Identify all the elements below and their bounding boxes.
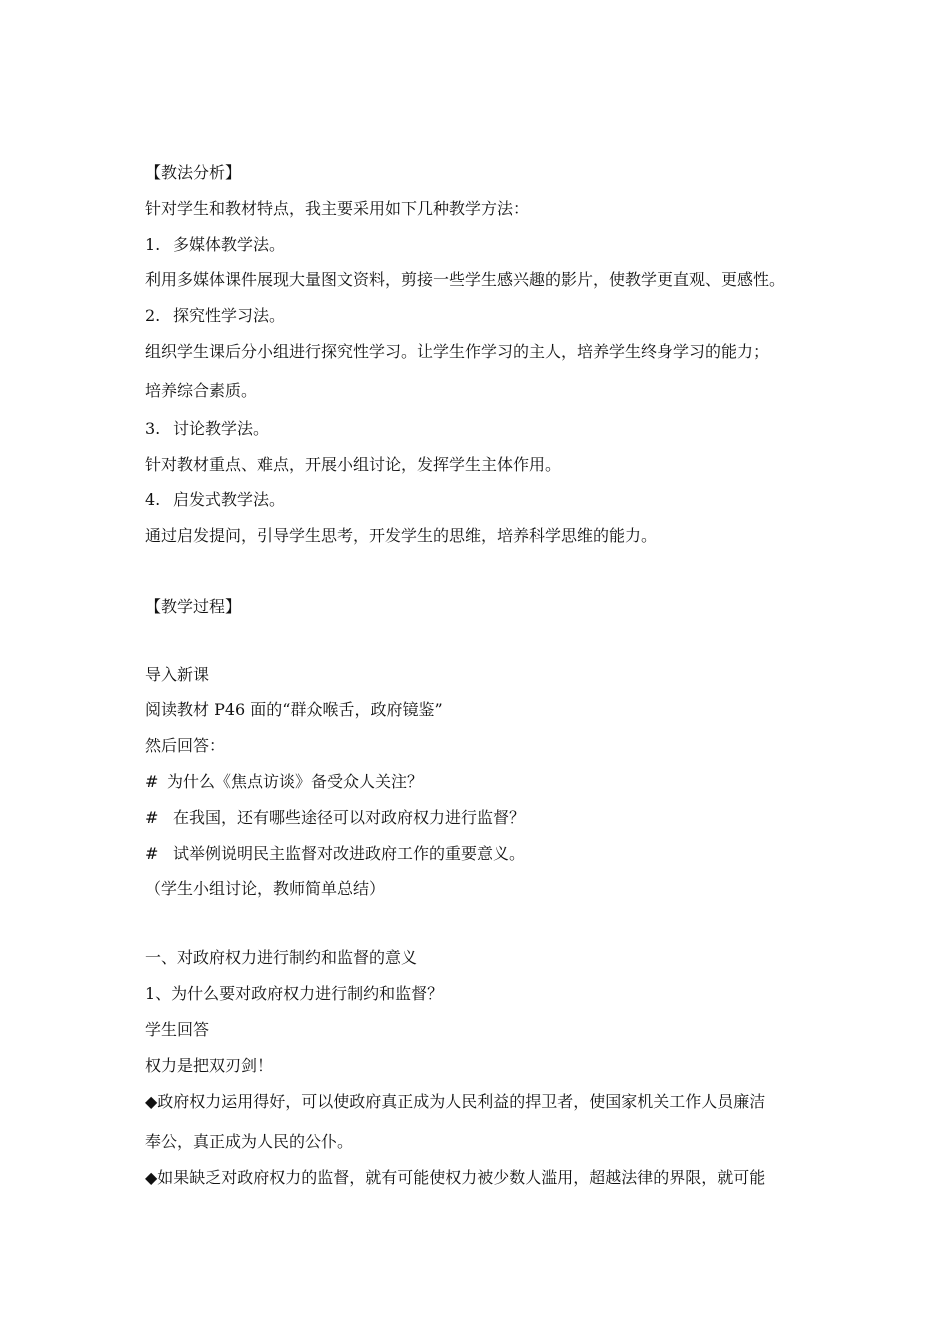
question-1 — [145, 772, 423, 792]
question-2-mark: # — [145, 808, 159, 827]
method-item-1-title — [145, 235, 285, 255]
method-item-4-title — [145, 490, 285, 510]
method-item-4-number: 4. — [145, 490, 161, 509]
method-item-4-desc: 通过启发提问，引导学生思考，开发学生的思维，培养科学思维的能力。 — [145, 526, 658, 545]
method-item-2-number: 2. — [145, 306, 161, 325]
question-2 — [145, 808, 525, 828]
method-item-2-label: 探究性学习法。 — [173, 306, 286, 325]
section-heading-process: 【教学过程】 — [145, 597, 242, 616]
bullet-1-line-2: 奉公，真正成为人民的公仆。 — [145, 1132, 354, 1151]
section-one-question: 1、为什么要对政府权力进行制约和监督？ — [145, 984, 444, 1003]
question-3 — [145, 844, 525, 864]
method-item-1-label: 多媒体教学法。 — [173, 235, 286, 254]
discussion-note: （学生小组讨论，教师简单总结） — [145, 879, 386, 898]
method-item-4-label: 启发式教学法。 — [173, 490, 286, 509]
section-heading-method: 【教法分析】 — [145, 163, 242, 182]
student-answer-label: 学生回答 — [145, 1020, 210, 1039]
bullet-1-line-1: ◆政府权力运用得好，可以使政府真正成为人民利益的捍卫者，使国家机关工作人员廉洁 — [145, 1092, 766, 1111]
question-3-mark: # — [145, 844, 159, 863]
method-item-2-desc-line-1: 组织学生课后分小组进行探究性学习。让学生作学习的主人，培养学生终身学习的能力； — [145, 342, 770, 361]
method-item-3-number: 3. — [145, 419, 161, 438]
process-intro-title: 导入新课 — [145, 665, 210, 684]
question-1-text: 为什么《焦点访谈》备受众人关注？ — [167, 772, 424, 791]
question-1-mark: # — [145, 772, 159, 791]
question-3-text: 试举例说明民主监督对改进政府工作的重要意义。 — [173, 844, 526, 863]
question-2-text: 在我国，还有哪些途径可以对政府权力进行监督？ — [173, 808, 526, 827]
method-item-1-desc: 利用多媒体课件展现大量图文资料，剪接一些学生感兴趣的影片，使教学更直观、更感性。 — [145, 270, 786, 289]
process-reading: 阅读教材 P46 面的“群众喉舌，政府镜鉴” — [145, 700, 443, 719]
statement-double-edged: 权力是把双刃剑！ — [145, 1056, 274, 1075]
method-item-2-title — [145, 306, 285, 326]
process-then-answer: 然后回答： — [145, 736, 226, 755]
bullet-2-line-1: ◆如果缺乏对政府权力的监督，就有可能使权力被少数人滥用，超越法律的界限，就可能 — [145, 1168, 766, 1187]
method-intro: 针对学生和教材特点，我主要采用如下几种教学方法： — [145, 199, 530, 218]
method-item-3-label: 讨论教学法。 — [173, 419, 270, 438]
method-item-2-desc-line-2: 培养综合素质。 — [145, 381, 258, 400]
method-item-1-number: 1. — [145, 235, 161, 254]
section-heading-one: 一、对政府权力进行制约和监督的意义 — [145, 948, 418, 967]
method-item-3-desc: 针对教材重点、难点，开展小组讨论，发挥学生主体作用。 — [145, 455, 562, 474]
method-item-3-title — [145, 419, 269, 439]
